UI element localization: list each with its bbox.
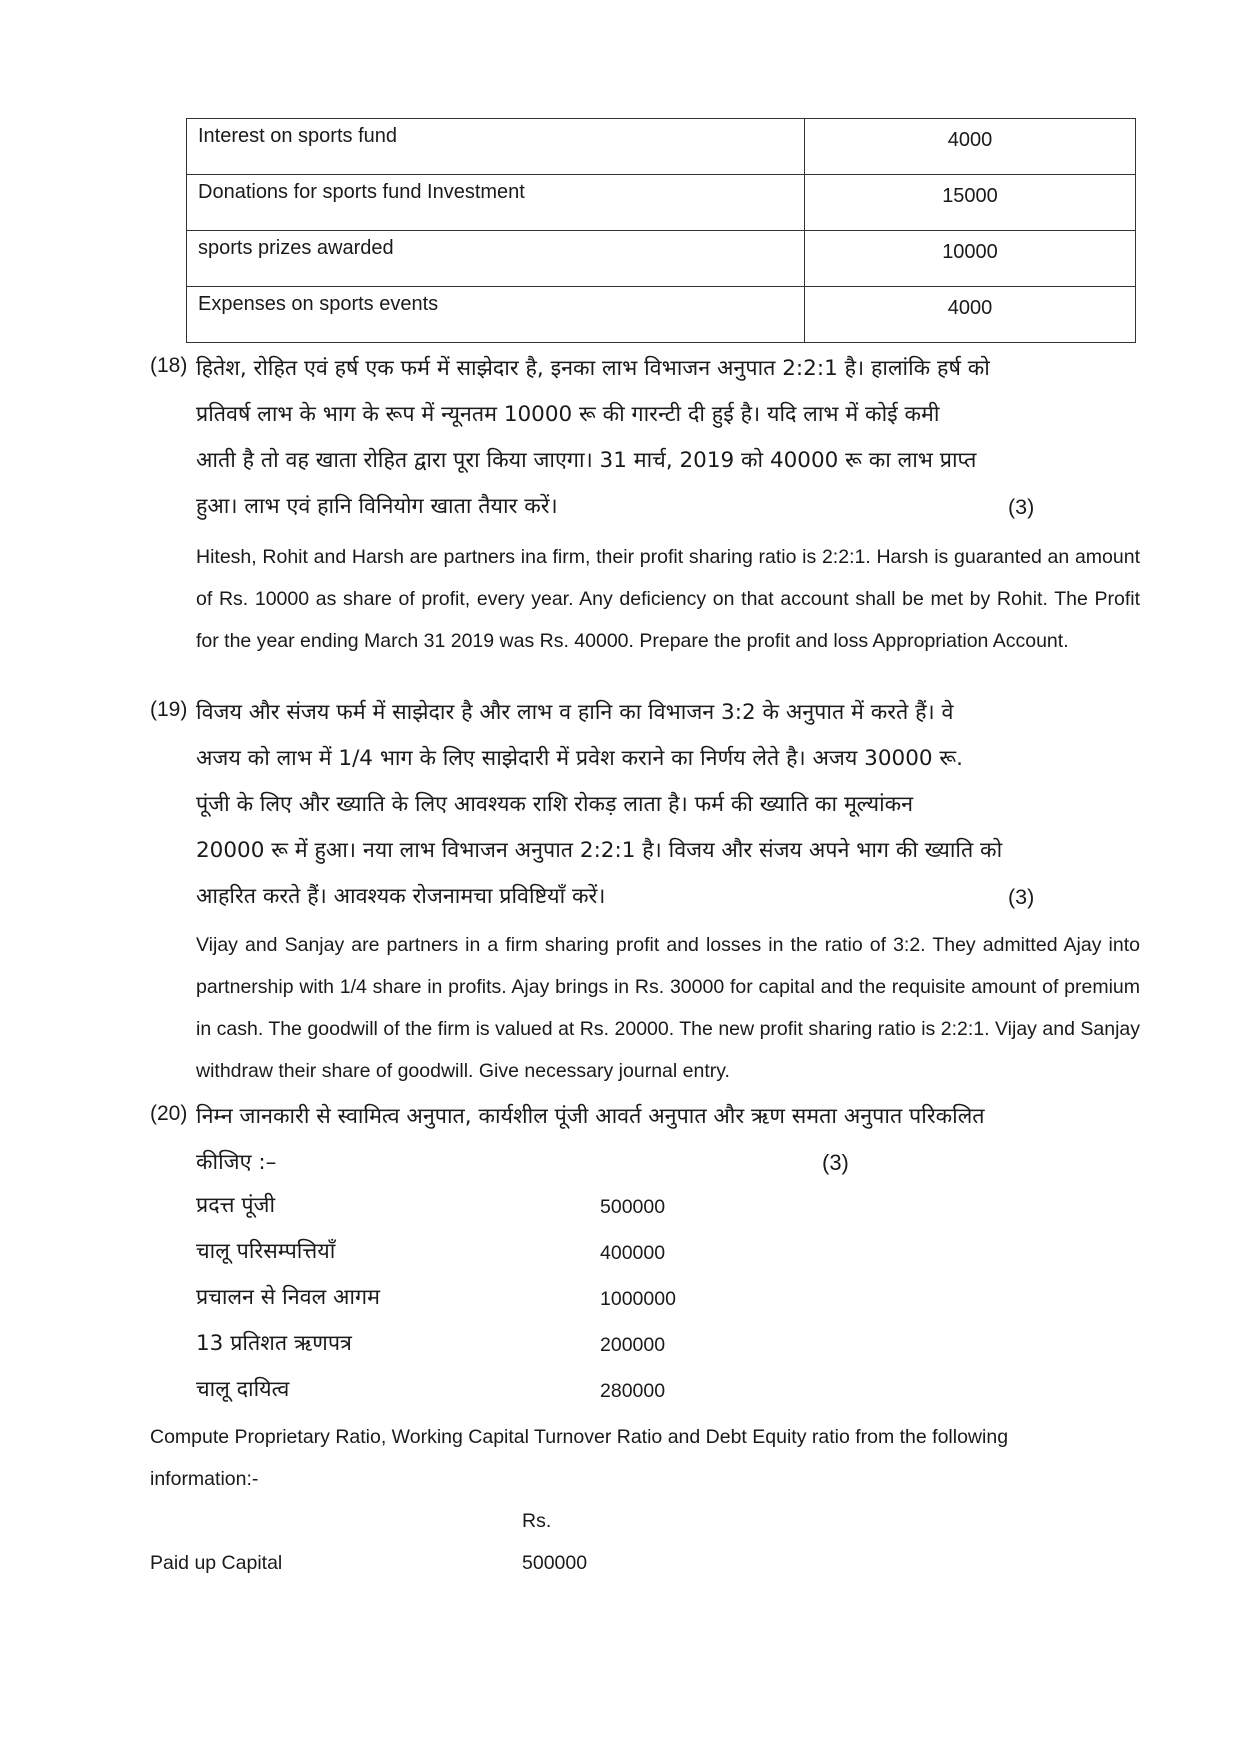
english-item-value: 500000 — [522, 1552, 588, 1574]
hindi-line: आहरित करते हैं। आवश्यक रोजनामचा प्रविष्टियाँ करें। — [196, 884, 606, 909]
table-cell-value: 4000 — [805, 119, 1136, 175]
hindi-line: विजय और संजय फर्म में साझेदार है और लाभ व हानि का विभाजन 3:2 के अनुपात में करते हैं। वे — [196, 700, 954, 725]
hindi-line: प्रतिवर्ष लाभ के भाग के रूप में न्यूनतम 10000 रू की गारन्टी दी हुई है। यदि लाभ में कोई कमी — [196, 402, 940, 427]
question-english-text: Hitesh, Rohit and Harsh are partners ina firm, their profit sharing ratio is 2:2:1. Harsh is guaranted an amount of Rs. 10000 as share of profit, every year. Any deficiency on that account shall be met by Rohit. The Profit for the year ending March 31 2019 was Rs. 40000. Prepare the profit and loss Appropriation Account. — [196, 546, 1140, 652]
english-instruction-line: information:- — [150, 1468, 259, 1490]
hindi-line-with-marks — [196, 1140, 1140, 1186]
hindi-line: निम्न जानकारी से स्वामित्व अनुपात, कार्यशील पूंजी आवर्त अनुपात और ऋण समता अनुपात परिकलित — [196, 1104, 985, 1129]
question-number: (18) — [150, 354, 188, 377]
table-row — [187, 231, 1136, 287]
marks-label: (3) — [1008, 495, 1035, 519]
item-label: चालू दायित्व — [196, 1377, 290, 1402]
table-row — [187, 287, 1136, 343]
table-cell-label: Expenses on sports events — [187, 287, 805, 343]
item-label: 13 प्रतिशत ऋणपत्र — [196, 1331, 352, 1356]
question-hindi-text — [196, 1094, 1140, 1186]
table-cell-value: 10000 — [805, 231, 1136, 287]
question-english-text: Vijay and Sanjay are partners in a firm sharing profit and losses in the ratio of 3:2. They admitted Ajay into partnership with 1/4 share in profits. Ajay brings in Rs. 30000 for capital and the requisite amount of premium in cash. The goodwill of the firm is valued at Rs. 20000. The new profit sharing ratio is 2:2:1. Vijay and Sanjay withdraw their share of goodwill. Give necessary journal entry. — [196, 934, 1140, 1082]
question-hindi-text — [196, 690, 1140, 920]
question-number: (20) — [150, 1102, 188, 1125]
hindi-line-with-marks — [196, 874, 1140, 920]
item-value: 200000 — [600, 1334, 666, 1356]
question-number: (19) — [150, 698, 188, 721]
table-row — [187, 119, 1136, 175]
marks-label: (3) — [822, 1150, 849, 1175]
table-cell-value: 15000 — [805, 175, 1136, 231]
table-cell-label: Interest on sports fund — [187, 119, 805, 175]
currency-header: Rs. — [522, 1510, 552, 1532]
table-cell-label: sports prizes awarded — [187, 231, 805, 287]
hindi-line: हितेश, रोहित एवं हर्ष एक फर्म में साझेदार है, इनका लाभ विभाजन अनुपात 2:2:1 है। हालांकि हर्ष को — [196, 356, 990, 381]
item-value: 280000 — [600, 1380, 666, 1402]
hindi-line: हुआ। लाभ एवं हानि विनियोग खाता तैयार करें। — [196, 494, 558, 519]
hindi-line: पूंजी के लिए और ख्याति के लिए आवश्यक राशि रोकड़ लाता है। फर्म की ख्याति का मूल्यांकन — [196, 792, 914, 817]
item-value: 400000 — [600, 1242, 666, 1264]
item-label: प्रदत्त पूंजी — [196, 1193, 276, 1218]
table-cell-value: 4000 — [805, 287, 1136, 343]
hindi-line: 20000 रू में हुआ। नया लाभ विभाजन अनुपात 2:2:1 है। विजय और संजय अपने भाग की ख्याति को — [196, 838, 1003, 863]
item-value: 500000 — [600, 1196, 666, 1218]
item-label: प्रचालन से निवल आगम — [196, 1285, 380, 1310]
question-hindi-text — [196, 346, 1140, 530]
hindi-line: अजय को लाभ में 1/4 भाग के लिए साझेदारी में प्रवेश कराने का निर्णय लेते है। अजय 30000 रू. — [196, 746, 963, 771]
hindi-line: आती है तो वह खाता रोहित द्वारा पूरा किया जाएगा। 31 मार्च, 2019 को 40000 रू का लाभ प्राप्त — [196, 448, 977, 473]
item-value: 1000000 — [600, 1288, 676, 1310]
english-item-label: Paid up Capital — [150, 1552, 283, 1574]
table-cell-label: Donations for sports fund Investment — [187, 175, 805, 231]
item-label: चालू परिसम्पत्तियाँ — [196, 1239, 336, 1264]
hindi-line-with-marks — [196, 484, 1140, 530]
marks-label: (3) — [1008, 885, 1035, 909]
sports-fund-table — [186, 118, 1136, 343]
hindi-line: कीजिए :– — [196, 1150, 277, 1175]
english-instruction-line: Compute Proprietary Ratio, Working Capital Turnover Ratio and Debt Equity ratio from the following — [150, 1426, 1009, 1448]
table-row — [187, 175, 1136, 231]
